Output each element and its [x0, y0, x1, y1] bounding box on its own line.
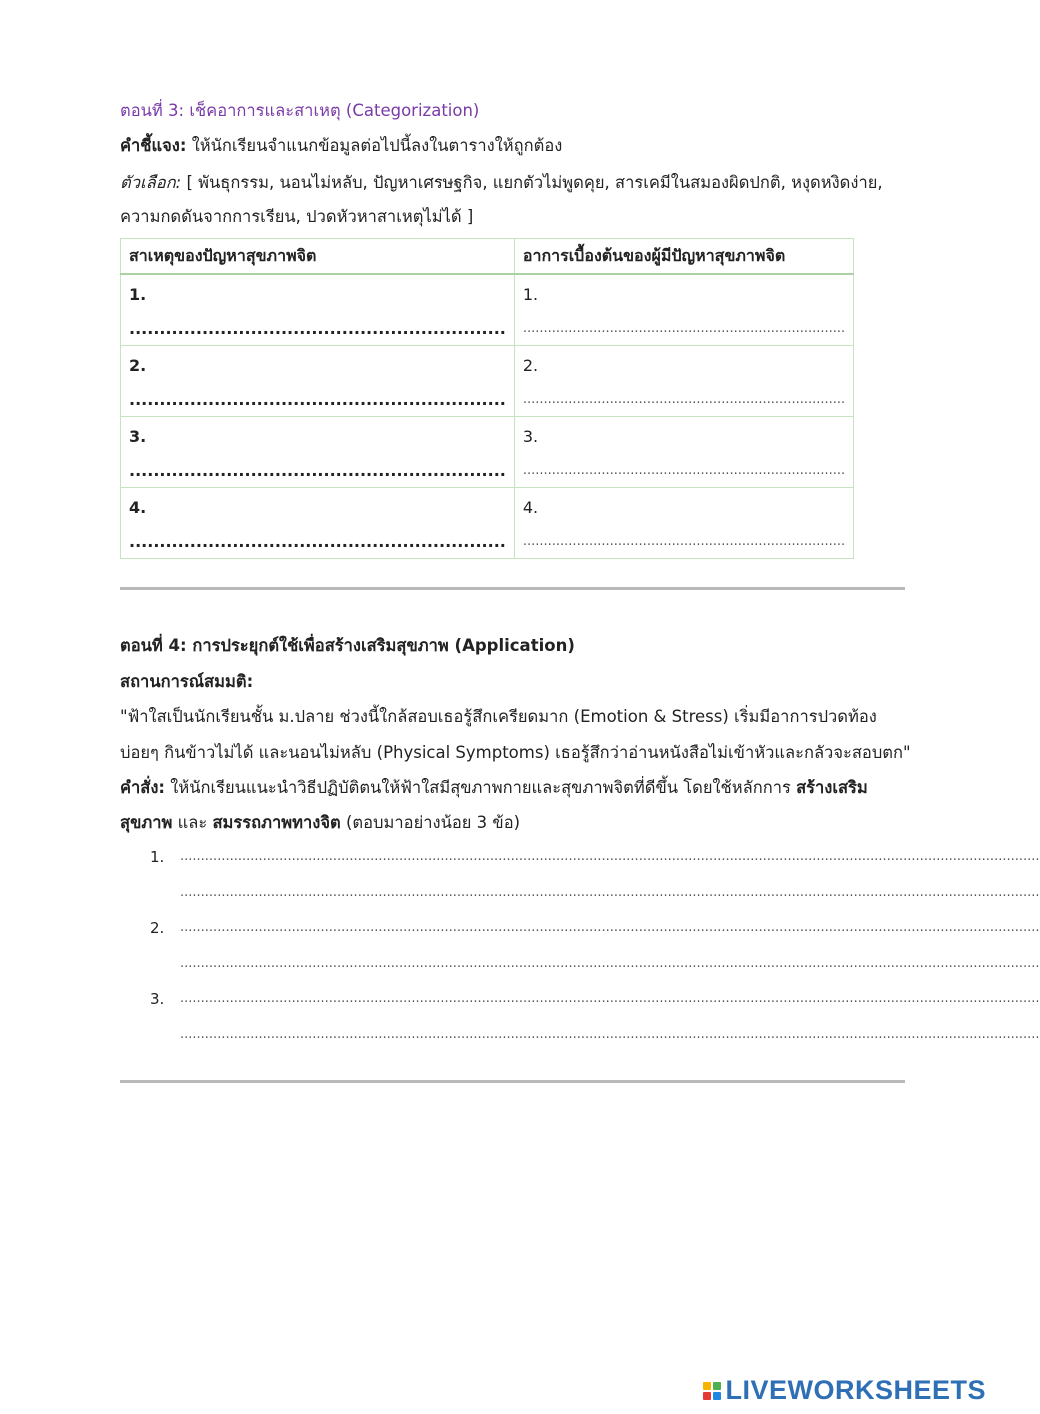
answer-number: 3.	[150, 990, 165, 1008]
header-symptoms: อาการเบื้องต้นของผู้มีปัญหาสุขภาพจิต	[514, 239, 853, 275]
symptom-cell[interactable]	[514, 488, 853, 559]
header-causes: สาเหตุของปัญหาสุขภาพจิต	[121, 239, 515, 275]
command-bold2: สุขภาพ	[120, 813, 173, 832]
part3-options-line2: ความกดดันจากการเรียน, ปวดหัวหาสาเหตุไม่ได้ ]	[120, 207, 474, 226]
table-row	[121, 274, 854, 346]
symptom-cell[interactable]	[514, 346, 853, 417]
part3-title: ตอนที่ 3: เช็คอาการและสาเหตุ (Categorization)	[120, 101, 480, 120]
logo-mark-icon	[703, 1382, 721, 1400]
categorization-table	[120, 238, 854, 559]
cause-answer-line[interactable]: ..............................................................	[129, 532, 506, 551]
symptom-answer-line[interactable]: ..............................................................................	[522, 321, 846, 336]
symptom-number: 4.	[522, 498, 539, 517]
answer-line[interactable]: ................................................................................................................................................................................................................	[180, 885, 1040, 900]
instruction-text: ให้นักเรียนจำแนกข้อมูลต่อไปนี้ลงในตารางให้ถูกต้อง	[186, 136, 563, 155]
command-bold1: สร้างเสริม	[796, 778, 868, 797]
symptom-number: 2.	[522, 356, 539, 375]
scenario-label: สถานการณ์สมมติ:	[120, 672, 254, 691]
cause-cell[interactable]	[121, 488, 515, 559]
cause-number: 2.	[129, 356, 147, 375]
cause-number: 3.	[129, 427, 147, 446]
cause-answer-line[interactable]: ..............................................................	[129, 461, 506, 480]
answer-line[interactable]: ................................................................................................................................................................................................................	[180, 920, 1040, 935]
command-text3: (ตอบมาอย่างน้อย 3 ข้อ)	[340, 813, 521, 832]
command-label: คำสั่ง:	[120, 778, 166, 797]
command-line1	[120, 776, 868, 800]
answer-number: 1.	[150, 848, 165, 866]
cause-number: 1.	[129, 285, 147, 304]
symptom-answer-line[interactable]: ..............................................................................	[522, 534, 846, 549]
symptom-number: 3.	[522, 427, 539, 446]
symptom-cell[interactable]	[514, 417, 853, 488]
liveworksheets-logo	[703, 1375, 986, 1406]
answer-line[interactable]: ................................................................................................................................................................................................................	[180, 991, 1040, 1006]
scenario-line1: "ฟ้าใสเป็นนักเรียนชั้น ม.ปลาย ช่วงนี้ใกล้สอบเธอรู้สึกเครียดมาก (Emotion & Stress) เริ่มมีอาการปวดท้อง	[120, 707, 877, 726]
table-row	[121, 488, 854, 559]
part4-title: ตอนที่ 4: การประยุกต์ใช้เพื่อสร้างเสริมสุขภาพ (Application)	[120, 636, 575, 655]
command-text1: ให้นักเรียนแนะนำวิธีปฏิบัติตนให้ฟ้าใสมีสุขภาพกายและสุขภาพจิตที่ดีขึ้น โดยใช้หลักการ	[165, 778, 797, 797]
answer-line[interactable]: ................................................................................................................................................................................................................	[180, 956, 1040, 971]
cause-answer-line[interactable]: ..............................................................	[129, 390, 506, 409]
options-line1: [ พันธุกรรม, นอนไม่หลับ, ปัญหาเศรษฐกิจ, แยกตัวไม่พูดคุย, สารเคมีในสมองผิดปกติ, หงุดหงิดง่าย,	[181, 173, 883, 192]
table-row	[121, 346, 854, 417]
cause-number: 4.	[129, 498, 147, 517]
symptom-cell[interactable]	[514, 274, 853, 346]
cause-answer-line[interactable]: ..............................................................	[129, 319, 506, 338]
symptom-answer-line[interactable]: ..............................................................................	[522, 463, 846, 478]
cause-cell[interactable]	[121, 274, 515, 346]
symptom-answer-line[interactable]: ..............................................................................	[522, 392, 846, 407]
answer-line[interactable]: ................................................................................................................................................................................................................	[180, 1027, 1040, 1042]
symptom-number: 1.	[522, 285, 539, 304]
part3-options	[120, 171, 883, 195]
cause-cell[interactable]	[121, 417, 515, 488]
section-divider-bottom	[120, 1080, 905, 1083]
instruction-label: คำชี้แจง:	[120, 136, 187, 155]
answer-line[interactable]: ................................................................................................................................................................................................................	[180, 849, 1040, 864]
command-line2	[120, 811, 520, 835]
table-header-row	[121, 239, 854, 275]
command-bold3: สมรรถภาพทางจิต	[212, 813, 341, 832]
table-row	[121, 417, 854, 488]
logo-text: LIVEWORKSHEETS	[725, 1375, 986, 1405]
command-text2: และ	[172, 813, 213, 832]
cause-cell[interactable]	[121, 346, 515, 417]
answer-number: 2.	[150, 919, 165, 937]
scenario-line2: บ่อยๆ กินข้าวไม่ได้ และนอนไม่หลับ (Physical Symptoms) เธอรู้สึกว่าอ่านหนังสือไม่เข้าหัวและกลัวจะสอบตก"	[120, 743, 911, 762]
section-divider	[120, 587, 905, 590]
part3-instruction	[120, 134, 562, 158]
options-label: ตัวเลือก:	[120, 173, 182, 192]
